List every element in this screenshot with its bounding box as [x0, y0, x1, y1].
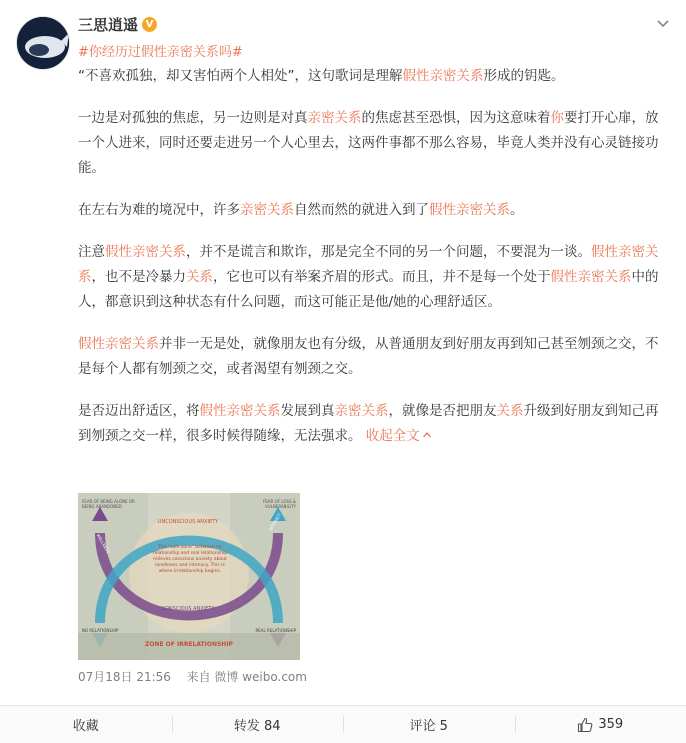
collapse-label: 收起全文	[366, 428, 420, 444]
keyword-link[interactable]: 假性亲密关系	[403, 68, 484, 84]
keyword-link[interactable]: 亲密关系	[240, 202, 294, 218]
image-label-center: The "safe zone" between no relationship and real relationship relieves conscious anxiety about loneliness and intimacy. This is where irrelationship begins.	[150, 545, 230, 575]
image-label-bottom-right: REAL RELATIONSHIP	[236, 628, 296, 633]
post-text: 的焦虑甚至恐惧，因为这意味着	[362, 110, 551, 126]
post-text: ，也不是冷暴力	[92, 269, 187, 285]
comment-button[interactable]	[343, 706, 515, 743]
repost-label: 转发 84	[234, 715, 281, 734]
thumbs-up-icon	[577, 717, 593, 733]
image-label-top-left: FEAR OF BEING ALONE OR BEING ABANDONED	[82, 499, 142, 509]
post-text: ，就像是否把朋友	[389, 403, 497, 419]
keyword-link[interactable]: 关系	[497, 403, 524, 419]
keyword-link[interactable]: 假性亲密关系	[78, 336, 159, 352]
post-text: ，并不是谎言和欺诈，那是完全不同的另一个问题，不要混为一谈。	[186, 244, 591, 260]
post-paragraph	[78, 106, 670, 181]
action-bar	[0, 705, 686, 743]
post-text: “不喜欢孤独，却又害怕两个人相处”，这句歌词是理解	[78, 68, 403, 84]
post-text: 在左右为难的境况中，许多	[78, 202, 240, 218]
post-paragraph	[78, 198, 670, 223]
author-name[interactable]	[78, 14, 157, 35]
post-text: 要打开心扉，放一个人进来，同时还要走进另一个人心里去，这两件事都不那么容易，毕竟人类并没有心灵链接功能。	[78, 110, 659, 176]
image-label-arc-top: UNCONSCIOUS ANXIETY	[138, 519, 238, 525]
post-text: 中的人，都意识到这种状态有什么问题，而这可能正是他/她的心理舒适区。	[78, 269, 659, 310]
post-text: 并非一无是处，就像朋友也有分级，从普通朋友到好朋友再到知己甚至刎颈之交，不是每个人都有刎颈之交，或者渴望有刎颈之交。	[78, 336, 659, 377]
comment-label: 评论 5	[410, 715, 448, 734]
repost-button[interactable]	[172, 706, 344, 743]
post-text: 一边是对孤独的焦虑，另一边则是对真	[78, 110, 308, 126]
like-button[interactable]	[515, 706, 686, 743]
post-text: 。	[510, 202, 524, 218]
image-label-zone: ZONE OF IRRELATIONSHIP	[138, 641, 240, 648]
avatar[interactable]	[16, 16, 70, 70]
image-label-left-side: WELLNESS	[96, 533, 111, 554]
chevron-down-icon[interactable]	[654, 14, 672, 32]
verified-badge-icon: V	[142, 17, 157, 32]
collapse-text-link[interactable]	[366, 428, 432, 444]
post-text: 注意	[78, 244, 105, 260]
post-source[interactable]: 来自 微博 weibo.com	[187, 670, 307, 684]
post-text: 是否迈出舒适区，将	[78, 403, 200, 419]
image-label-bottom-left: NO RELATIONSHIP	[82, 628, 142, 633]
post-text: 形成的钥匙。	[484, 68, 565, 84]
image-label-right-side: INTIMACY	[268, 512, 282, 531]
favorite-label: 收藏	[73, 715, 99, 734]
keyword-link[interactable]: 你	[551, 110, 565, 126]
post-text: 发展到真	[281, 403, 335, 419]
like-count: 359	[598, 717, 623, 732]
keyword-link[interactable]: 假性亲密关系	[429, 202, 510, 218]
keyword-link[interactable]: 假性亲密关系	[105, 244, 186, 260]
avatar-whale-image	[17, 17, 69, 69]
keyword-link[interactable]: 假性亲密关系	[78, 244, 659, 285]
keyword-link[interactable]: 关系	[186, 269, 213, 285]
post-image[interactable]	[78, 493, 300, 660]
keyword-link[interactable]: 亲密关系	[308, 110, 362, 126]
image-label-arc-bottom: CONSCIOUS ANXIETY	[138, 606, 238, 612]
post-text: 升级到好朋友到知己再到刎颈之交一样，很多时候得随缘，无法强求。	[78, 403, 659, 444]
post-paragraph	[78, 399, 670, 449]
post-paragraph	[78, 332, 670, 382]
keyword-link[interactable]: 假性亲密关系	[551, 269, 632, 285]
post-text: 自然而然的就进入到了	[294, 202, 429, 218]
post-meta	[78, 668, 307, 685]
keyword-link[interactable]: 假性亲密关系	[200, 403, 281, 419]
post-paragraph	[78, 240, 670, 315]
author-name-text[interactable]: 三思逍遥	[78, 14, 138, 35]
topic-link[interactable]: #你经历过假性亲密关系吗#	[78, 41, 243, 60]
post-date[interactable]: 07月18日 21:56	[78, 670, 171, 684]
post-body	[78, 64, 670, 466]
post-text: ，它也可以有举案齐眉的形式。而且，并不是每一个处于	[213, 269, 551, 285]
image-label-top-right: FEAR OF LOSS & VULNERABILITY	[236, 499, 296, 509]
keyword-link[interactable]: 亲密关系	[335, 403, 389, 419]
favorite-button[interactable]	[0, 706, 172, 743]
chevron-up-icon	[422, 430, 432, 440]
post-paragraph	[78, 64, 670, 89]
